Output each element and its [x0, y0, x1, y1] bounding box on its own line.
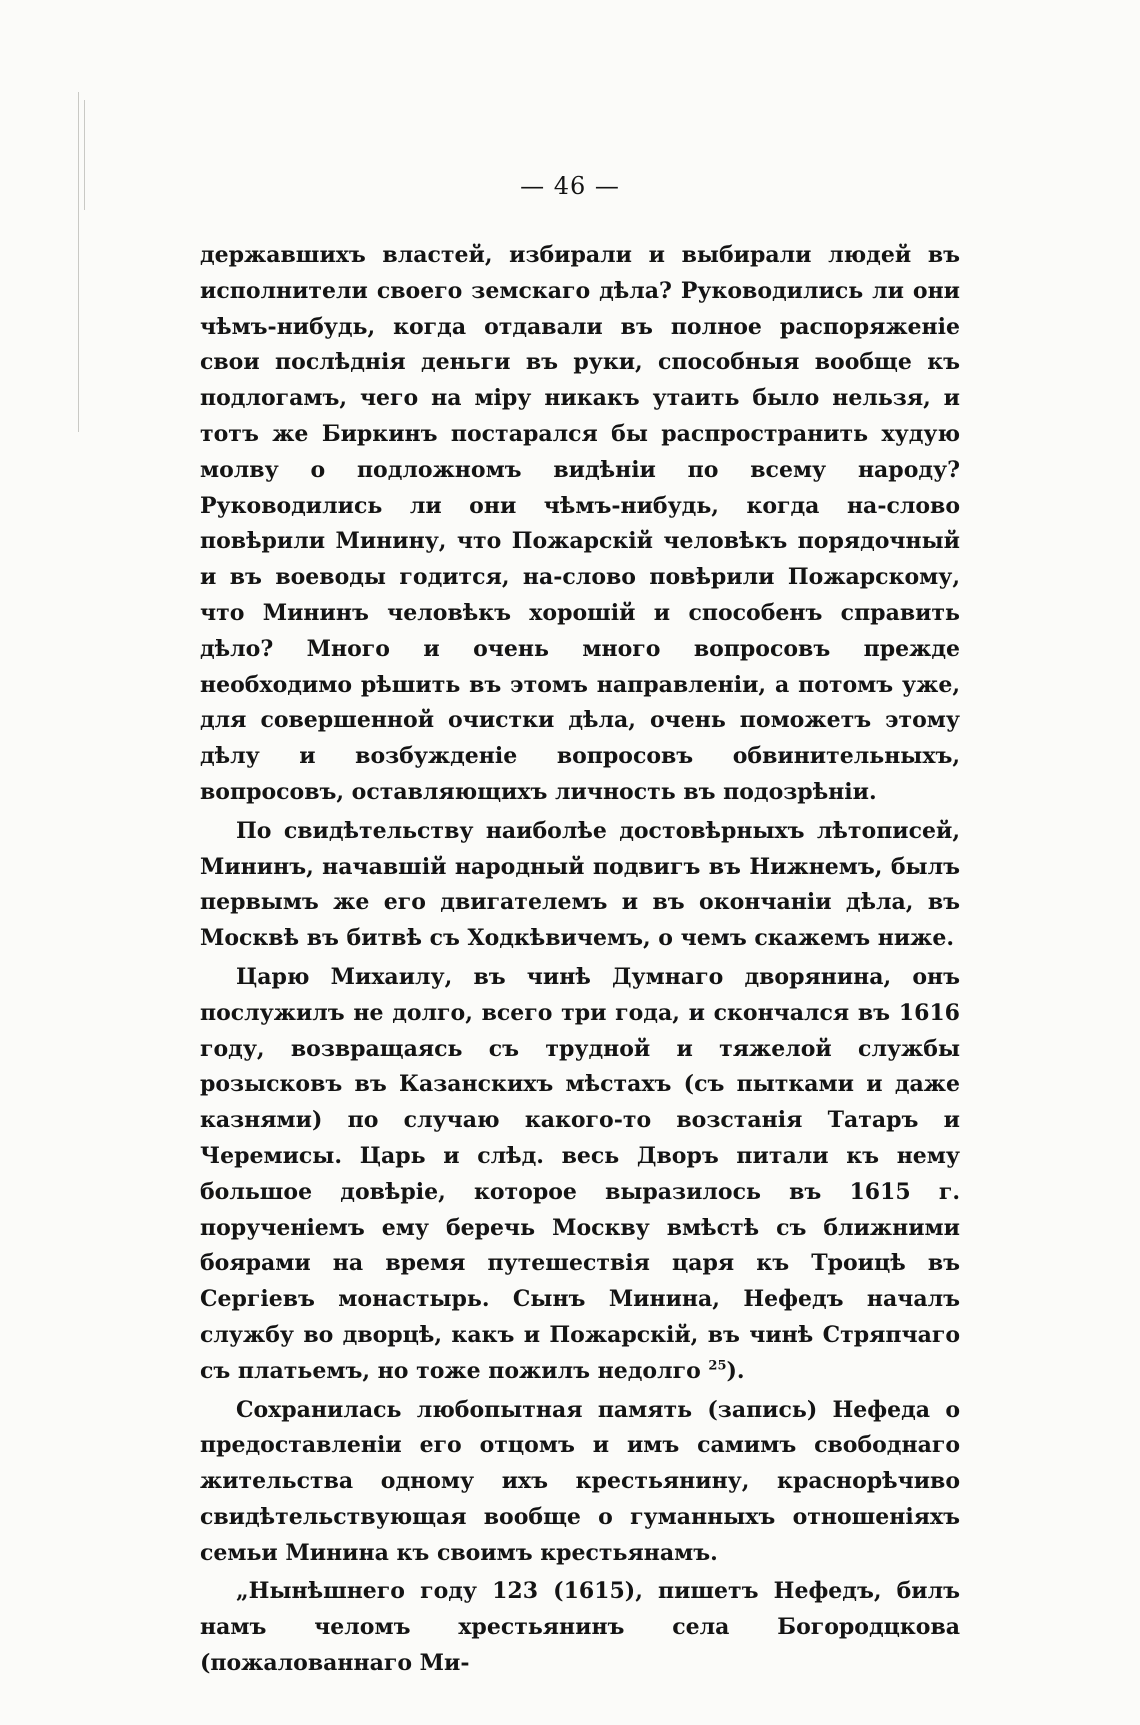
- paragraph-text: Сохранилась любопытная память (запись) Нефеда о предоставленіи его отцомъ и имъ самимъ свободнаго жительства одному ихъ крестьянину, краснорѣчиво свидѣтельствующая вообще о гуманныхъ отношеніяхъ семьи Минина къ своимъ крестьянамъ.: [200, 1396, 960, 1566]
- body-text: [200, 238, 960, 1682]
- footnote-marker: 25: [708, 1358, 727, 1374]
- paragraph: [200, 1574, 960, 1681]
- paragraph: [200, 960, 960, 1390]
- paragraph-tail: ).: [726, 1357, 745, 1384]
- scan-margin-line: [78, 92, 79, 432]
- paragraph-text: По свидѣтельству наиболѣе достовѣрныхъ лѣтописей, Мининъ, начавшій народный подвигъ въ Нижнемъ, былъ первымъ же его двигателемъ и въ окончаніи дѣла, въ Москвѣ въ битвѣ съ Ходкѣвичемъ, о чемъ скажемъ ниже.: [200, 817, 960, 952]
- paragraph: [200, 814, 960, 957]
- paragraph: [200, 1393, 960, 1572]
- paragraph-text: Царю Михаилу, въ чинѣ Думнаго дворянина, онъ послужилъ не долго, всего три года, и скончался въ 1616 году, возвращаясь съ трудной и тяжелой службы розысковъ въ Казанскихъ мѣстахъ (съ пытками и даже казнями) по случаю какого-то возстанія Татаръ и Черемисы. Царь и слѣд. весь Дворъ питали къ нему большое довѣріе, которое выразилось въ 1615 г. порученіемъ ему беречь Москву вмѣстѣ съ ближними боярами на время путешествія царя къ Троицѣ въ Сергіевъ монастырь. Сынъ Минина, Нефедъ началъ службу во дворцѣ, какъ и Пожарскій, въ чинѣ Стряпчаго съ платьемъ, но тоже пожилъ недолго: [200, 963, 960, 1384]
- paragraph: [200, 238, 960, 811]
- paragraph-text: державшихъ властей, избирали и выбирали людей въ исполнители своего земскаго дѣла? Руководились ли они чѣмъ-нибудь, когда отдавали въ полное распоряженіе свои послѣднія деньги въ руки, способныя вообще къ подлогамъ, чего на міру никакъ утаить было нельзя, и тотъ же Биркинъ постарался бы распространить худую молву о подложномъ видѣніи по всему народу? Руководились ли они чѣмъ-нибудь, когда на-слово повѣрили Минину, что Пожарскій человѣкъ порядочный и въ воеводы годится, на-слово повѣрили Пожарскому, что Мининъ человѣкъ хорошій и способенъ справить дѣло? Много и очень много вопросовъ прежде необходимо рѣшить въ этомъ направленіи, а потомъ уже, для совершенной очистки дѣла, очень поможетъ этому дѣлу и возбужденіе вопросовъ обвинительныхъ, вопросовъ, оставляющихъ личность въ подозрѣніи.: [200, 242, 960, 805]
- paragraph-text: „Нынѣшнего году 123 (1615), пишетъ Нефедъ, билъ намъ челомъ хрестьянинъ села Богородцкова (пожалованнаго Ми-: [200, 1578, 960, 1677]
- page-number: — 46 —: [520, 172, 620, 200]
